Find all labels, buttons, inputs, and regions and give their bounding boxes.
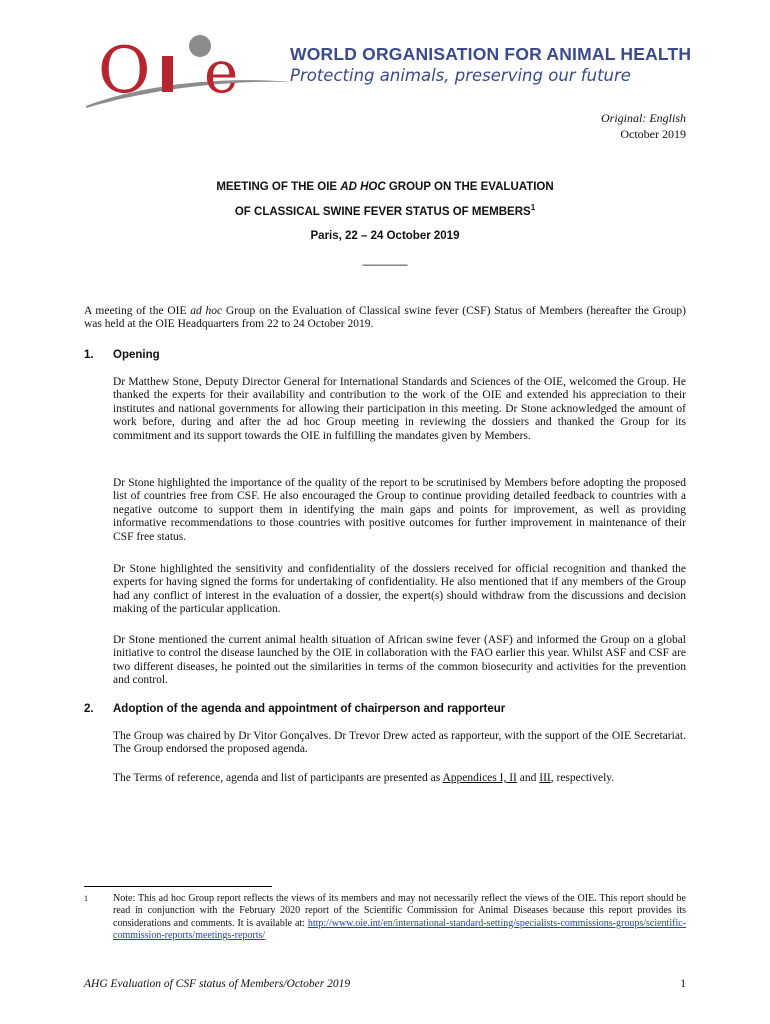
paragraph: Dr Stone highlighted the importance of the quality of the report to be scrutinised by Members before adopting the proposed list of countries free from CSF. He also encouraged the Group to continue providing detailed feedback to countries with a negative outcome to support them in identifying the main gaps and points for improvement, as well as providing informative recommendations to those countries with positive outcomes for further improvement in maintenance of their CSF free status. [113,477,686,543]
footnote-link[interactable]: http://www.oie.int/en/international-standard-setting/specialists-commissions-groups/scientific-commission-reports/meetings-reports/ [113,917,686,942]
document-title [84,180,686,267]
footnote-ref[interactable]: 1 [530,203,536,213]
org-name: WORLD ORGANISATION FOR ANIMAL HEALTH [290,44,692,64]
paragraph: Dr Stone mentioned the current animal health situation of African swine fever (ASF) and informed the Group on a global initiative to control the disease launched by the OIE in collaboration with the FAO earlier this year. Whilst ASF and CSF are two different diseases, he pointed out the similarities in terms of the common biosecurity and activities for the prevention and control. [113,634,686,687]
document-date: October 2019 [620,127,686,141]
appendices-link[interactable]: Appendices I, II [442,772,517,784]
footnote-text: Note: This ad hoc Group report reflects the views of its members and may not necessarily reflect the views of the OIE. This report should be read in conjunction with the February 2020 report of the Scientific Commission for Animal Diseases because this report provides its considerations and comments. It is available at: http://www.oie.int/en/international-standard-setting/specialists-commissions-groups/scientific-commission-reports/meetings-reports/ [113,893,686,942]
footnote-mark: 1 [84,894,88,903]
paragraph: Dr Stone highlighted the sensitivity and confidentiality of the dossiers received for official recognition and thanked the experts for having signed the forms for undertaking of confidentiality. He also mentioned that if any members of the Group had any conflict of interest in the evaluation of a dossier, the expert(s) should withdraw from the discussions and decision making of the particular application. [113,563,686,616]
section-heading-agenda: 2. Adoption of the agenda and appointment of chairperson and rapporteur [84,703,506,715]
oie-logo [84,26,294,110]
section-heading-opening: 1. Opening [84,349,160,361]
title-line-1: MEETING OF THE OIE AD HOC GROUP ON THE EVALUATION [216,181,554,193]
paragraph: The Group was chaired by Dr Vitor Gonçalves. Dr Trevor Drew acted as rapporteur, with the support of the OIE Secretariat. The Group endorsed the proposed agenda. [113,730,686,756]
document-meta [601,110,686,142]
paragraph: Dr Matthew Stone, Deputy Director General for International Standards and Sciences of the OIE, welcomed the Group. He thanked the experts for their availability and contribution to the work of the OIE and extended his appreciation to their institutes and national governments for allowing their participation in this meeting. Dr Stone acknowledged the amount of work before, during and after the ad hoc Group meeting in reviewing the dossiers and thanked the Group for its commitment and its support towards the OIE in fulfilling the mandates given by Members. [113,376,686,442]
title-line-2: OF CLASSICAL SWINE FEVER STATUS OF MEMBERS$^1$ [234,203,536,218]
appendices-paragraph: The Terms of reference, agenda and list of participants are presented as Appendices I, II and III, respectively. [113,772,615,784]
intro-paragraph: A meeting of the OIE ad hoc Group on the Evaluation of Classical swine fever (CSF) Status of Members (hereafter the Group) was held at the OIE Headquarters from 22 to 24 October 2019. [84,305,687,331]
svg-text:O: O [98,34,151,108]
footnote-divider [84,886,272,887]
footer-title: AHG Evaluation of CSF status of Members/October 2019 [84,978,351,990]
page-number: 1 [680,978,686,990]
footnote [84,893,686,943]
svg-text:e: e [204,38,239,106]
page-footer [84,978,686,990]
original-language: Original: English [600,111,686,125]
title-separator: _______ [362,254,408,266]
org-tagline: Protecting animals, preserving our future [290,66,631,85]
appendix-iii-link[interactable]: III [539,772,551,784]
meeting-place-date: Paris, 22 – 24 October 2019 [310,230,460,242]
